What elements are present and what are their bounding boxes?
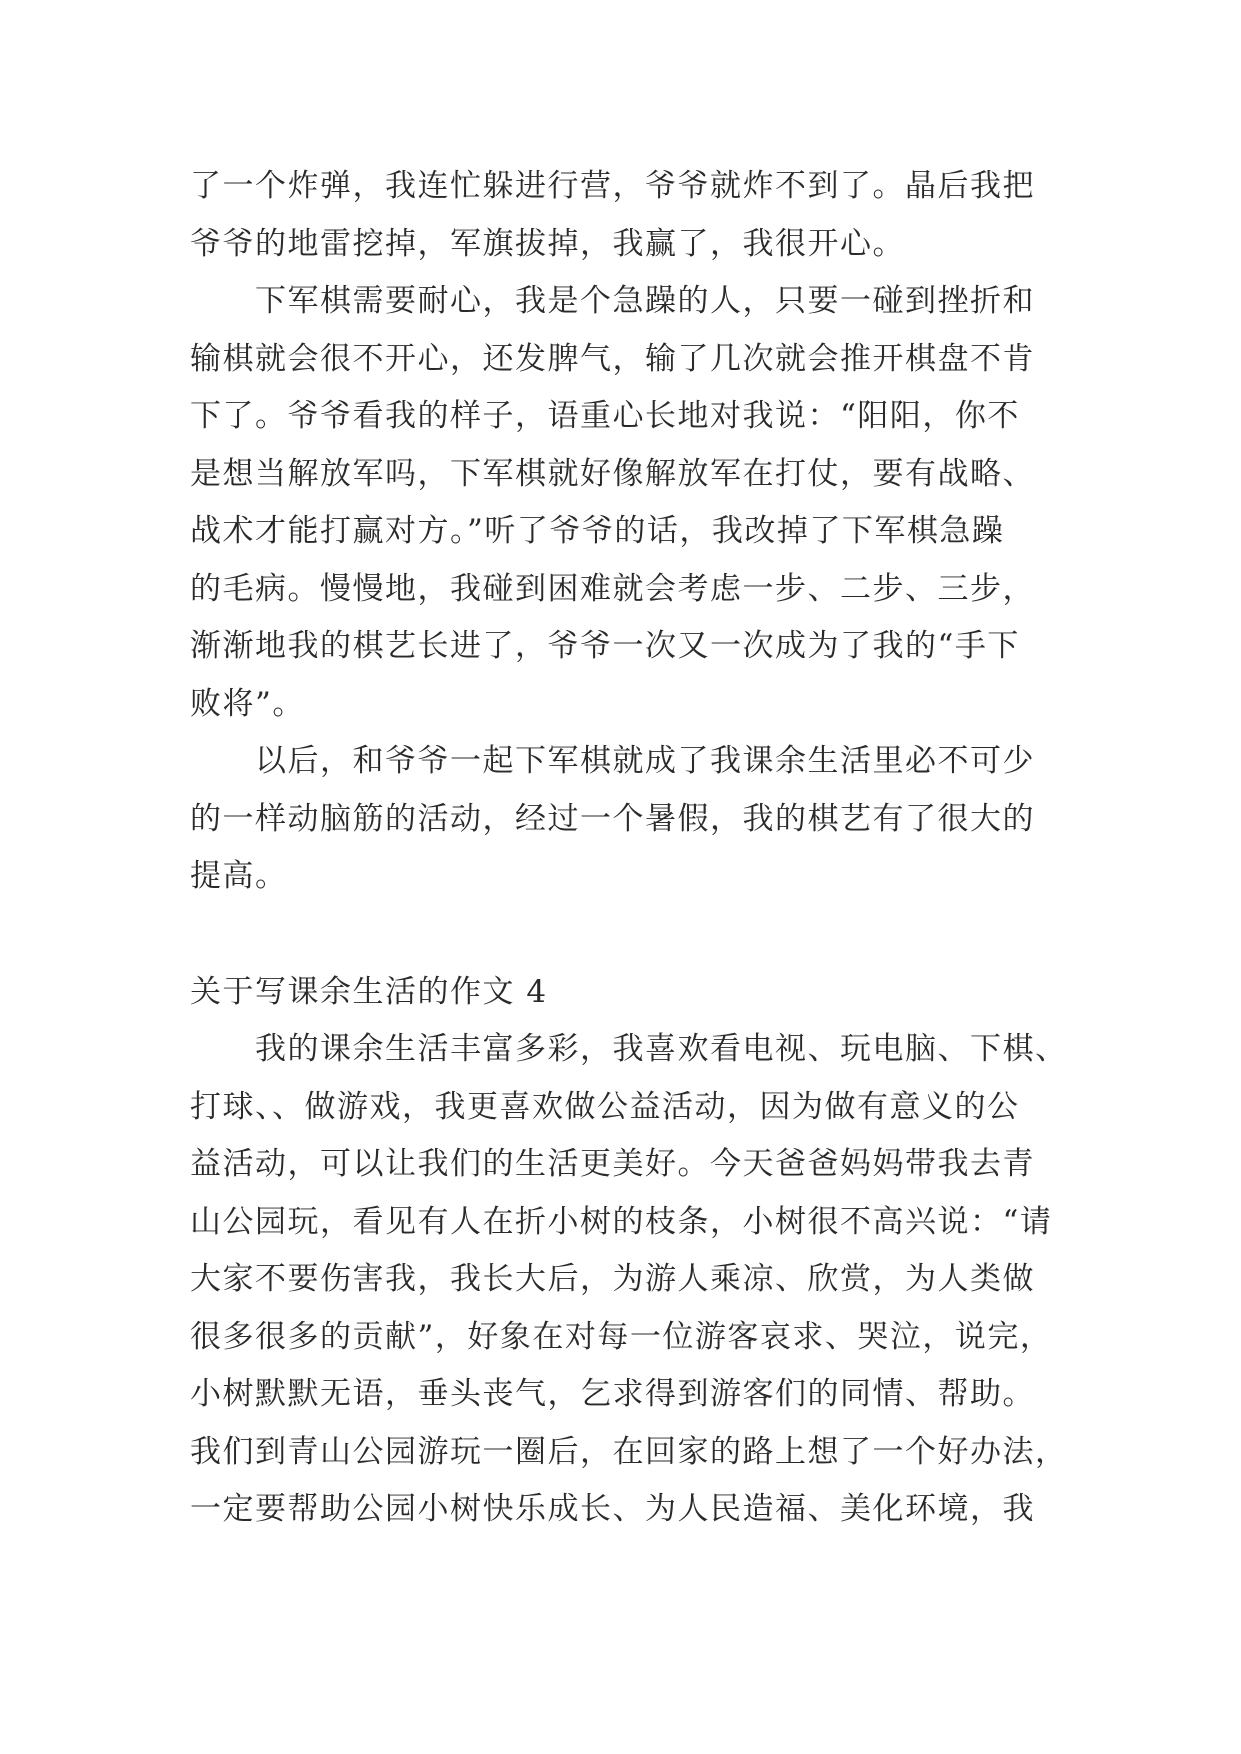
text-line: 战术才能打赢对方。”听了爷爷的话，我改掉了下军棋急躁: [190, 513, 1005, 549]
paragraph-continuation: [190, 158, 1050, 273]
document-body: [190, 158, 1068, 1539]
text-line: 益活动，可以让我们的生活更美好。今天爸爸妈妈带我去青: [190, 1146, 1035, 1182]
text-line: 败将”。: [190, 685, 305, 722]
text-line: 山公园玩，看见有人在折小树的枝条，小树很不高兴说：“请: [190, 1203, 1053, 1240]
text-line: 是想当解放军吗，下军棋就好像解放军在打仗，要有战略、: [190, 455, 1035, 492]
essay-heading: 关于写课余生活的作文 4: [190, 973, 548, 1010]
paragraph-patience: [190, 273, 1050, 733]
text-line: 输棋就会很不开心，还发脾气，输了几次就会推开棋盘不肯: [190, 340, 1035, 377]
text-line: 以后，和爷爷一起下军棋就成了我课余生活里必不可少: [190, 743, 1035, 779]
text-line: 我的课余生活丰富多彩，我喜欢看电视、玩电脑、下棋、: [190, 1031, 1068, 1067]
text-line: 小树默默无语，垂头丧气，乞求得到游客们的同情、帮助。: [190, 1376, 1035, 1412]
text-line: 爷爷的地雷挖掉，军旗拔掉，我赢了，我很开心。: [190, 225, 905, 262]
text-line: 下军棋需要耐心，我是个急躁的人，只要一碰到挫折和: [190, 283, 1035, 319]
paragraph-conclusion: [190, 733, 1050, 906]
text-line: 渐渐地我的棋艺长进了，爷爷一次又一次成为了我的“手下: [190, 628, 1020, 664]
paragraph-essay-4: [190, 1021, 1068, 1539]
text-line: 了一个炸弹，我连忙躲进行营，爷爷就炸不到了。晶后我把: [190, 168, 1035, 204]
text-line: 一定要帮助公园小树快乐成长、为人民造福、美化环境，我: [190, 1491, 1035, 1527]
text-line: 大家不要伤害我，我长大后，为游人乘凉、欣赏，为人类做: [190, 1261, 1035, 1297]
text-line: 的一样动脑筋的活动，经过一个暑假，我的棋艺有了很大的: [190, 800, 1035, 837]
text-line: 的毛病。慢慢地，我碰到困难就会考虑一步、二步、三步，: [190, 570, 1035, 607]
text-line: 打球、、做游戏，我更喜欢做公益活动，因为做有意义的公: [190, 1088, 1020, 1125]
text-line: 我们到青山公园游玩一圈后，在回家的路上想了一个好办法，: [190, 1433, 1068, 1470]
text-line: 下了。爷爷看我的样子，语重心长地对我说：“阳阳，你不: [190, 398, 1020, 434]
text-line: 提高。: [190, 858, 288, 894]
text-line: 很多很多的贡献”，好象在对每一位游客哀求、哭泣，说完，: [190, 1318, 1053, 1355]
